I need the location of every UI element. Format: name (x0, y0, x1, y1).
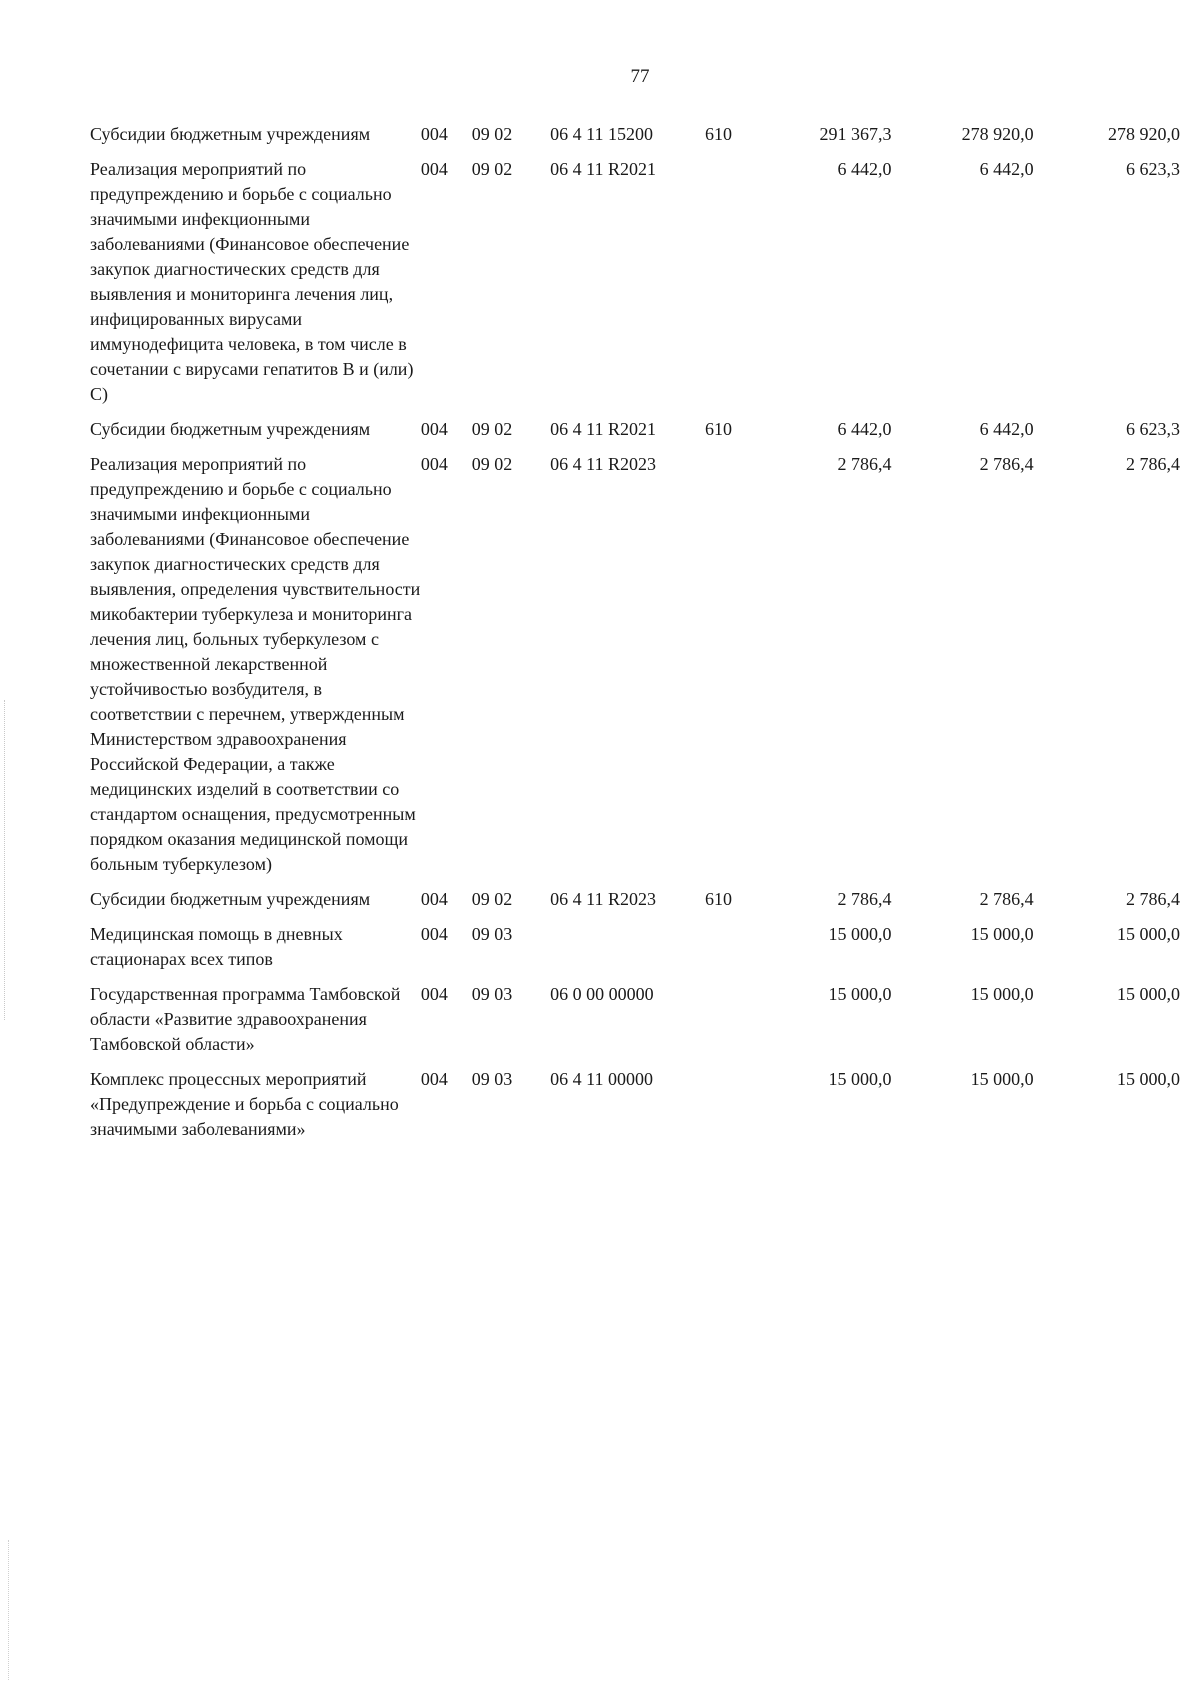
row-amount-year-2: 278 920,0 (961, 124, 1034, 144)
row-amount-year-3: 278 920,0 (1108, 124, 1180, 144)
table-row (90, 887, 1180, 922)
row-amount-year-1: 6 442,0 (837, 159, 892, 179)
row-expense-type-code (705, 982, 769, 1067)
row-target-article-code: 06 4 11 R2023 (550, 454, 656, 474)
row-amount-year-3: 2 786,4 (1126, 889, 1180, 909)
table-row (90, 157, 1180, 417)
row-expense-type-code: 610 (704, 889, 732, 909)
row-section-code: 09 03 (471, 984, 513, 1004)
row-amount-year-2: 6 442,0 (979, 419, 1034, 439)
row-amount-year-3: 2 786,4 (1126, 454, 1180, 474)
row-target-article-code: 06 0 00 00000 (550, 984, 654, 1004)
table-row (90, 452, 1180, 887)
budget-table (90, 122, 1180, 1152)
row-amount-year-2: 15 000,0 (970, 984, 1034, 1004)
row-amount-year-1: 15 000,0 (828, 984, 892, 1004)
table-row (90, 417, 1180, 452)
row-amount-year-1: 2 786,4 (837, 454, 892, 474)
row-ved-code: 004 (420, 124, 448, 144)
row-ved-code: 004 (420, 924, 448, 944)
row-name: Субсидии бюджетным учреждениям (90, 124, 371, 144)
row-ved-code: 004 (420, 454, 448, 474)
row-name: Реализация мероприятий по предупреждению и борьбе с социально значимыми инфекционными заболеваниями (Финансовое обеспечение закупок диагностических средств для выявления и мониторинга лечения лиц, инфицированных вирусами иммунодефицита человека, в том числе в сочетании с вирусами гепатитов В и (или) С) (90, 159, 414, 404)
row-section-code: 09 03 (471, 1069, 513, 1089)
row-expense-type-code (705, 157, 769, 417)
row-target-article-code: 06 4 11 R2021 (550, 419, 656, 439)
row-amount-year-2: 2 786,4 (979, 889, 1034, 909)
row-ved-code: 004 (420, 159, 448, 179)
row-amount-year-3: 15 000,0 (1117, 1069, 1180, 1089)
row-expense-type-code (705, 922, 769, 982)
row-name: Субсидии бюджетным учреждениям (90, 889, 371, 909)
row-section-code: 09 02 (471, 889, 513, 909)
row-amount-year-3: 15 000,0 (1117, 924, 1180, 944)
row-section-code: 09 02 (471, 124, 513, 144)
row-target-article-code: 06 4 11 00000 (550, 1069, 653, 1089)
row-target-article-code: 06 4 11 R2021 (550, 159, 656, 179)
row-amount-year-1: 6 442,0 (837, 419, 892, 439)
row-amount-year-3: 6 623,3 (1126, 419, 1180, 439)
row-section-code: 09 02 (471, 454, 513, 474)
row-section-code: 09 02 (471, 159, 513, 179)
row-ved-code: 004 (420, 984, 448, 1004)
page-number: 77 (630, 66, 650, 87)
row-name: Субсидии бюджетным учреждениям (90, 419, 371, 439)
row-ved-code: 004 (420, 889, 448, 909)
row-expense-type-code: 610 (704, 419, 732, 439)
table-body (90, 122, 1180, 1152)
row-name: Медицинская помощь в дневных стационарах всех типов (90, 924, 343, 969)
row-name: Государственная программа Тамбовской области «Развитие здравоохранения Тамбовской области» (90, 984, 401, 1054)
row-amount-year-1: 15 000,0 (828, 924, 892, 944)
row-name: Комплекс процессных мероприятий «Предупреждение и борьба с социально значимыми заболеваниями» (90, 1069, 399, 1139)
row-amount-year-1: 291 367,3 (819, 124, 892, 144)
row-section-code: 09 02 (471, 419, 513, 439)
row-expense-type-code (705, 1067, 769, 1152)
row-expense-type-code (705, 452, 769, 887)
table-row (90, 122, 1180, 157)
row-amount-year-2: 15 000,0 (970, 924, 1034, 944)
row-ved-code: 004 (420, 1069, 448, 1089)
table-row (90, 1067, 1180, 1152)
table-row (90, 982, 1180, 1067)
row-amount-year-1: 15 000,0 (828, 1069, 892, 1089)
row-amount-year-3: 15 000,0 (1117, 984, 1180, 1004)
row-amount-year-2: 2 786,4 (979, 454, 1034, 474)
row-target-article-code: 06 4 11 15200 (550, 124, 653, 144)
row-amount-year-2: 15 000,0 (970, 1069, 1034, 1089)
row-name: Реализация мероприятий по предупреждению и борьбе с социально значимыми инфекционными заболеваниями (Финансовое обеспечение закупок диагностических средств для выявления, определения чувствительности микобактерии туберкулеза и мониторинга лечения лиц, больных туберкулезом с множественной лекарственной устойчивостью возбудителя, в соответствии с перечнем, утвержденным Министерством здравоохранения Российской Федерации, а также медицинских изделий в соответствии со стандартом оснащения, предусмотренным порядком оказания медицинской помощи больным туберкулезом) (90, 454, 421, 874)
margin-scan-marks-bottom (8, 1540, 11, 1680)
row-amount-year-1: 2 786,4 (837, 889, 892, 909)
row-ved-code: 004 (420, 419, 448, 439)
row-amount-year-2: 6 442,0 (979, 159, 1034, 179)
margin-scan-marks (4, 700, 7, 1020)
row-target-article-code: 06 4 11 R2023 (550, 889, 656, 909)
row-target-article-code (550, 922, 705, 982)
row-amount-year-3: 6 623,3 (1126, 159, 1180, 179)
row-section-code: 09 03 (471, 924, 513, 944)
row-expense-type-code: 610 (704, 124, 732, 144)
table-row (90, 922, 1180, 982)
